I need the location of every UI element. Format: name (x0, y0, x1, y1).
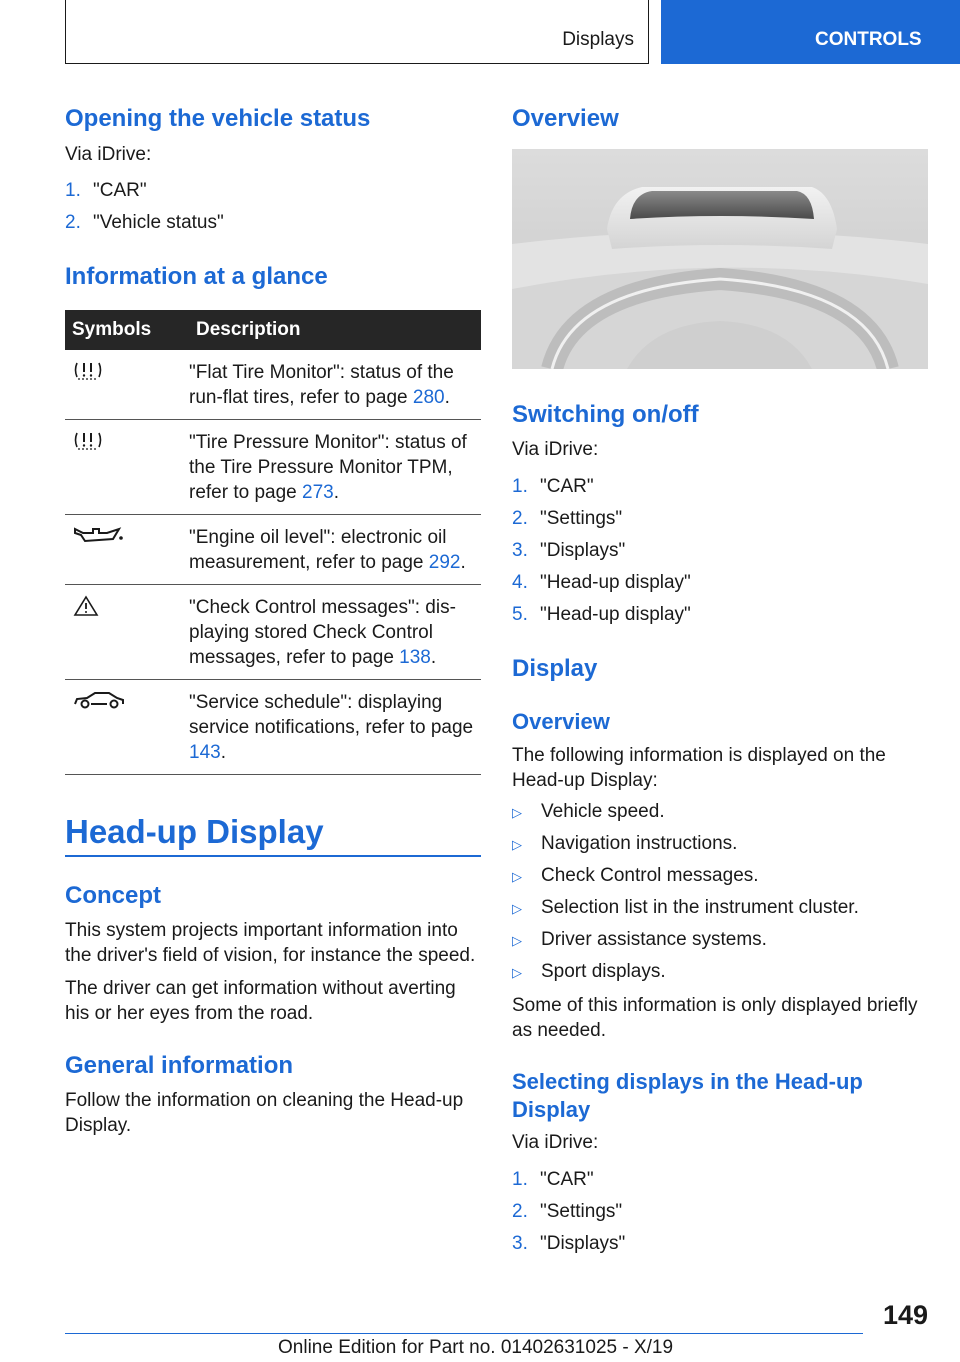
step-text: "CAR" (540, 1169, 594, 1190)
flat-tire-warning-icon (73, 364, 103, 385)
step-text: "Settings" (540, 1201, 623, 1222)
step-number: 1. (65, 180, 81, 201)
list-item (512, 897, 859, 929)
header-chapter-label: CONTROLS (815, 29, 922, 50)
display-info-list (512, 801, 859, 993)
list-item (512, 865, 859, 897)
bullet-triangle-icon: ▷ (512, 901, 522, 916)
service-car-icon (73, 694, 125, 715)
bullet-triangle-icon: ▷ (512, 965, 522, 980)
row-description: "Flat Tire Monitor": status of the run-flat tires, refer to page (189, 362, 454, 408)
step-text: "CAR" (93, 180, 147, 201)
page-number: 149 (882, 1300, 928, 1330)
bullet-triangle-icon: ▷ (512, 837, 522, 852)
bullet-triangle-icon: ▷ (512, 933, 522, 948)
concept-paragraph-2: The driver can get information without averting his or her eyes from the road. (65, 978, 456, 1024)
table-header-row (65, 310, 481, 350)
list-item (512, 961, 859, 993)
vehicle-status-steps (65, 180, 224, 244)
footer-rule (65, 1333, 863, 1334)
step-text: "Vehicle status" (93, 212, 224, 233)
list-item-text: Check Control messages. (541, 865, 759, 886)
overview-heading: Overview (512, 105, 619, 132)
step-number: 2. (512, 508, 528, 529)
switching-steps (512, 476, 691, 636)
step-text: "Displays" (540, 540, 626, 561)
selecting-steps (512, 1169, 625, 1265)
display-heading: Display (512, 655, 598, 682)
bullet-triangle-icon: ▷ (512, 805, 522, 820)
step-item (512, 604, 691, 636)
list-item-text: Driver assistance systems. (541, 929, 767, 950)
page-reference-link[interactable]: 273 (302, 482, 334, 503)
col-description: Description (189, 310, 481, 350)
step-number: 5. (512, 604, 528, 625)
general-info-heading: General information (65, 1052, 294, 1079)
overview-subheading: Overview (512, 709, 610, 734)
tire-pressure-warning-icon (73, 434, 103, 455)
row-description: "Engine oil level": electronic oil measurement, refer to page (189, 527, 447, 573)
list-item (512, 833, 859, 865)
table-row (65, 680, 481, 775)
list-item-text: Selection list in the instrument cluster. (541, 897, 859, 918)
general-info-paragraph: Follow the information on cleaning the Head-up Display. (65, 1090, 464, 1136)
page-reference-link[interactable]: 280 (412, 387, 445, 408)
bullet-triangle-icon: ▷ (512, 869, 522, 884)
step-number: 1. (512, 1169, 528, 1190)
header-section-tab (65, 0, 649, 64)
page-reference-link[interactable]: 292 (428, 552, 461, 573)
display-overview-paragraph: The following information is displayed on the Head-up Display: (512, 745, 886, 791)
table-row (65, 420, 481, 515)
brief-display-paragraph: Some of this information is only displayed briefly as needed. (512, 995, 918, 1041)
step-number: 3. (512, 1233, 528, 1254)
step-number: 1. (512, 476, 528, 497)
page-reference-link[interactable]: 143 (189, 742, 221, 763)
via-idrive-text-2: Via iDrive: (512, 439, 599, 460)
step-item (512, 1201, 625, 1233)
row-description: "Check Control messages": dis‐playing stored Check Control messages, refer to page (189, 597, 456, 668)
step-number: 2. (65, 212, 81, 233)
step-text: "Head-up display" (540, 572, 691, 593)
step-item (512, 540, 691, 572)
warning-triangle-icon (73, 601, 99, 622)
via-idrive-text-3: Via iDrive: (512, 1132, 599, 1153)
table-row (65, 515, 481, 585)
step-text: "CAR" (540, 476, 594, 497)
switching-heading: Switching on/off (512, 401, 699, 428)
page-reference-link[interactable]: 138 (399, 647, 431, 668)
edition-text: Online Edition for Part no. 01402631025 - X/19 (278, 1337, 674, 1358)
vehicle-status-heading: Opening the vehicle status (65, 105, 371, 132)
step-text: "Displays" (540, 1233, 626, 1254)
table-row (65, 350, 481, 420)
row-end-punct: . (333, 482, 340, 503)
selecting-displays-heading: Selecting displays in the Head-up Display (512, 1069, 863, 1122)
row-end-punct: . (220, 742, 226, 763)
concept-paragraph-1: This system projects important information into the driver's field of vision, for instance the speed. (65, 920, 476, 966)
table-row (65, 585, 481, 680)
concept-heading: Concept (65, 882, 161, 909)
col-symbols: Symbols (65, 310, 189, 350)
list-item-text: Sport displays. (541, 961, 666, 982)
step-item (65, 180, 224, 212)
step-number: 3. (512, 540, 528, 561)
step-item (512, 476, 691, 508)
list-item (512, 929, 859, 961)
step-item (512, 572, 691, 604)
row-end-punct: . (460, 552, 466, 573)
row-end-punct: . (444, 387, 450, 408)
step-item (65, 212, 224, 244)
list-item-text: Vehicle speed. (541, 801, 665, 822)
hud-heading-rule (65, 855, 481, 857)
oil-can-icon (73, 531, 125, 552)
step-text: "Settings" (540, 508, 623, 529)
glance-heading: Information at a glance (65, 263, 328, 290)
list-item (512, 801, 859, 833)
list-item-text: Navigation instructions. (541, 833, 738, 854)
step-text: "Head-up display" (540, 604, 691, 625)
header-section-label: Displays (562, 29, 634, 50)
via-idrive-text: Via iDrive: (65, 144, 152, 165)
row-end-punct: . (430, 647, 437, 668)
step-number: 2. (512, 1201, 528, 1222)
step-item (512, 1169, 625, 1201)
symbols-table (65, 310, 481, 775)
step-number: 4. (512, 572, 528, 593)
hud-heading: Head-up Display (65, 813, 324, 850)
head-up-display-photo (512, 149, 928, 369)
row-description: "Tire Pressure Monitor": status of the Tire Pressure Monitor TPM, refer to page (189, 432, 467, 503)
header-chapter-tab (661, 0, 960, 64)
row-description: "Service schedule": displaying service notifications, refer to page (189, 692, 474, 738)
step-item (512, 508, 691, 540)
step-item (512, 1233, 625, 1265)
